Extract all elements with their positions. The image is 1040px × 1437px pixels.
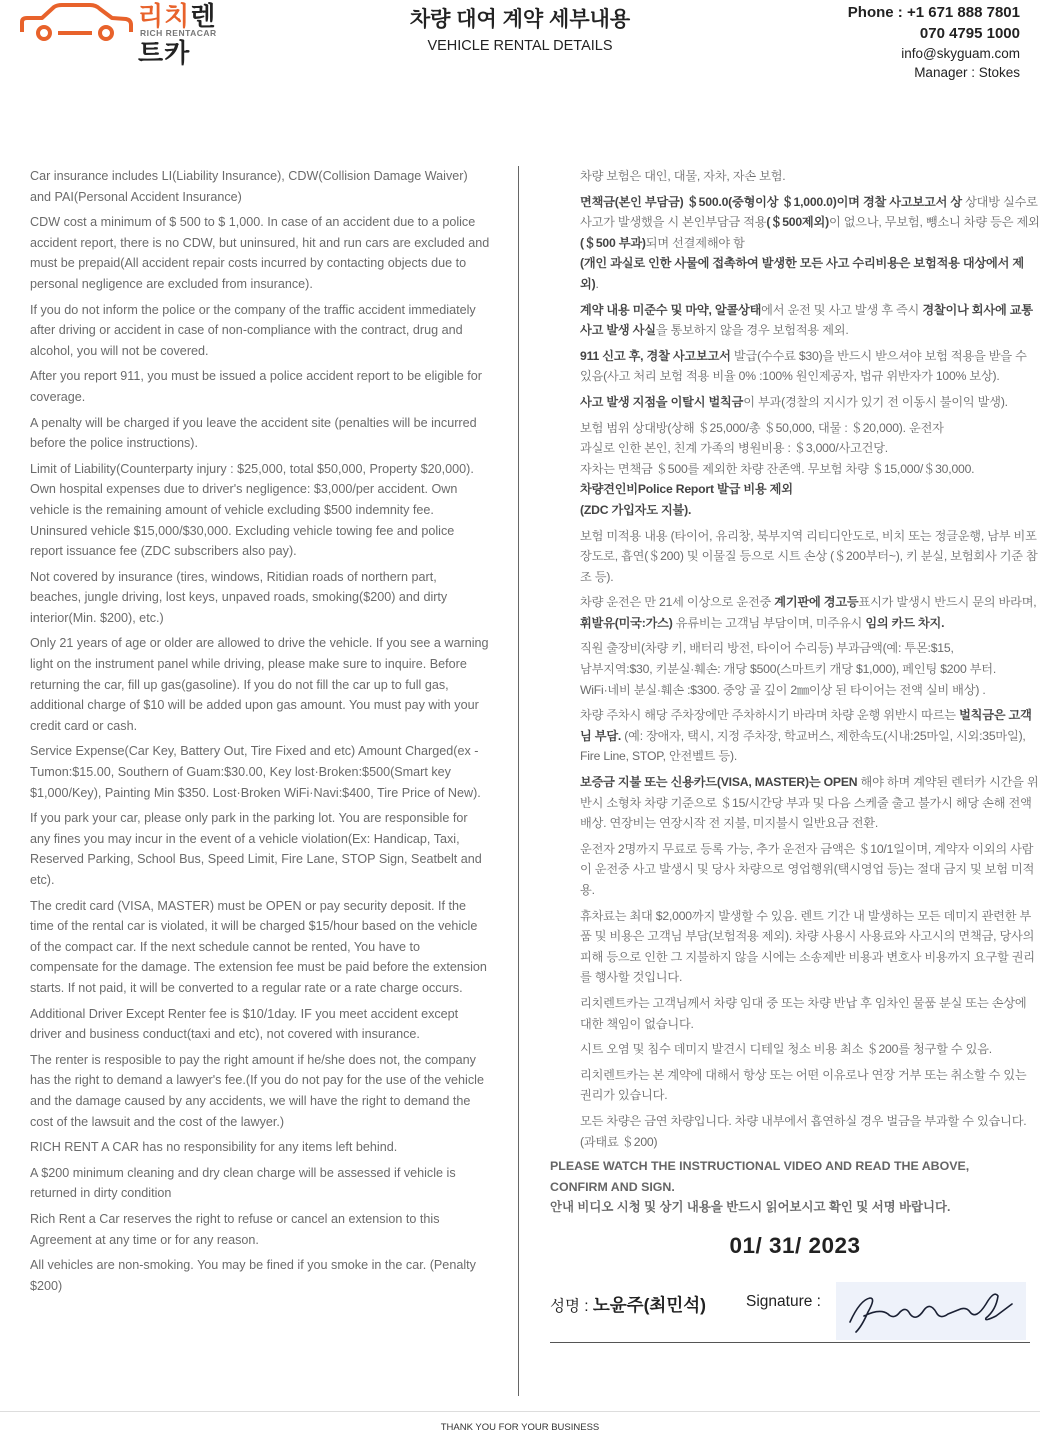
term-paragraph: If you do not inform the police or the company of the traffic accident immediately after driving or accident in case of non-compliance with the contract, drug and alcohol, you will not be covered. [30,302,476,358]
column-divider [518,166,519,1396]
term-paragraph: A $200 minimum cleaning and dry clean charge will be assessed if vehicle is returned in dirty condition [30,1165,456,1201]
sign-notice [550,1156,1020,1218]
term-paragraph: 직원 출장비(차량 키, 배터리 방전, 타이어 수리등) 부과금액(예: 투몬:$15, 남부지역:$30, 키분실·훼손: 개당 $500(스마트키 개당 $1,000), 페인팅 $200 부터. WiFi·네비 분실·훼손 :$300. 중앙 골 깊이 2㎜이상 된 타이어는 전액 실비 배상) . [580,641,997,697]
signature-line [550,1342,1030,1343]
term-paragraph: 보험 미적용 내용 (타이어, 유리창, 북부지역 리티디안도로, 비치 또는 정글운행, 남부 비포장도로, 흡연(＄200) 및 이물질 등으로 시트 손상 (＄200부터~), 키 분실, 보험회사 기준 참조 등). [580,528,1038,584]
term-paragraph: Rich Rent a Car reserves the right to refuse or cancel an extension to this Agreement at any time or for any reason. [30,1211,440,1247]
term-paragraph: Additional Driver Except Renter fee is $10/1day. IF you meet accident except driver and business conduct(taxi and etc), not covered with insurance. [30,1006,459,1042]
term-paragraph: 면책금(본인 부담금) ＄500.0(중형이상 ＄1,000.0)이며 경찰 사고보고서 상 상대방 실수로 사고가 발생했을 시 본인부담금 적용(＄500제외)이 없으나, 무보험, 뺑소니 차량 등은 제외(＄500 부과)되며 선결제해야 함 (개인 과실로 인한 사물에 접촉하여 발생한 모든 사고 수리비용은 보험적용 대상에서 제외). [580,194,1040,291]
term-paragraph: Limit of Liability(Counterparty injury : $25,000, total $50,000, Property $20,000). Own hospital expenses due to driver's negligence: $3,000/per accident. Own vehicle is the remaining amount of vehicle excluding $500 indemnity fee. Uninsured vehicle $15,000/$30,000. Excluding vehicle towing fee and police report issuance fee (ZDC subscribers also pay). [30,461,474,559]
term-paragraph: 운전자 2명까지 무료로 등록 가능, 추가 운전자 금액은 ＄10/1일이며, 계약자 이외의 사람이 운전중 사고 발생시 및 당사 차량으로 영업행위(택시영업 등)는 절대 금지 및 보험 미적용. [580,841,1035,897]
term-paragraph: 리치렌트카는 고객님께서 차량 임대 중 또는 차량 반납 후 임차인 물품 분실 또는 손상에 대한 책임이 없습니다. [580,995,1027,1031]
email-address: info@skyguam.com [901,46,1020,61]
term-paragraph: 911 신고 후, 경찰 사고보고서 발급(수수료 $30)을 반드시 받으셔야 보험 적용을 받을 수 있음(사고 처리 보험 적용 비율 0% :100% 원인제공자, 법규 위반자가 100% 보상). [580,348,1027,384]
notice-line: CONFIRM AND SIGN. [550,1179,675,1194]
term-paragraph: The renter is resposible to pay the right amount if he/she does not, the company has the right to demand a lawyer's fee.(If you do not pay for the use of the vehicle and the damage caused by any accidents, we will have the right to demand the cost of the lawsuit and the cost of the lawyer.) [30,1052,484,1129]
term-paragraph: 차량 운전은 만 21세 이상으로 운전중 계기판에 경고등표시가 발생시 반드시 문의 바라며, 휘발유(미국:가스) 유류비는 고객님 부담이며, 미주유시 임의 카드 차지. [580,595,1037,630]
logo-korean: 리치렌트카 [138,1,217,68]
logo-english: RICH RENTACAR [140,28,217,38]
phone-primary: Phone : +1 671 888 7801 [847,4,1020,21]
notice-line: 안내 비디오 시청 및 상기 내용을 반드시 읽어보시고 확인 및 서명 바랍니다. [550,1200,951,1215]
footer-text: THANK YOU FOR YOUR BUSINESS [440,1422,600,1433]
term-paragraph: If you park your car, please only park in the parking lot. You are responsible for any fines you may incur in the event of a vehicle violation(Ex: Handicap, Taxi, Reserved Parking, School Bus, Speed Limit, Fire Lane, STOP Sign, Seatbelt and etc). [30,811,482,887]
name-label: 성명 : [550,1298,593,1315]
term-paragraph: The credit card (VISA, MASTER) must be OPEN or pay security deposit. If the time of the rental car is violated, it will be charged $15/hour based on the vehicle of the compact car. If the next schedule cannot be rented, You have to compensate for the damage. The extension fee must be paid before the extension starts. If not paid, it will be converted to a regular rate or a rate charge occurs. [30,898,487,995]
term-paragraph: 보증금 지불 또는 신용카드(VISA, MASTER)는 OPEN 해야 하며 계약된 렌터카 시간을 위반시 소형차 차량 기준으로 ＄15/시간당 부과 및 다음 스케줄 출고 불가시 해당 손해 전액 배상. 연장비는 연장시작 전 지불, 미지불시 일반요금 전환. [580,775,1039,831]
term-paragraph: 차량 주차시 해당 주차장에만 주차하시기 바라며 차량 운행 위반시 따르는 벌칙금은 고객님 부담. (예: 장애자, 택시, 지정 주차장, 학교버스, 제한속도(시내:25마일, 시외:35마일), Fire Line, STOP, 안전벨트 등). [580,708,1032,764]
term-paragraph: 휴차료는 최대 $2,000까지 발생할 수 있음. 렌트 기간 내 발생하는 모든 데미지 관련한 부품 및 비용은 고객님 부담(보험적용 제외). 차량 사용시 사용료와 사고시의 면책금, 당사의 피해 등으로 인한 그 지불하지 않을 시에는 소송제반 비용과 변호사 비용까지 요구할 권리를 행사할 것입니다. [580,908,1035,985]
term-paragraph: Not covered by insurance (tires, windows, Ritidian roads of northern part, beaches, jungle driving, lost keys, unpaved roads, smoking($200) and dirty interior(Min. $200), etc.) [30,569,448,625]
term-paragraph: 사고 발생 지점을 이탈시 벌칙금이 부과(경찰의 지시가 있기 전 이동시 불이익 발생). [580,394,1008,409]
signature-row [550,1282,1030,1344]
term-paragraph: After you report 911, you must be issued a police accident report to be eligible for coverage. [30,369,482,404]
term-paragraph: 계약 내용 미준수 및 마약, 알콜상태에서 운전 및 사고 발생 후 즉시 경찰이나 회사에 교통 사고 발생 사실을 통보하지 않을 경우 보험적용 제외. [580,302,1033,338]
term-paragraph: A penalty will be charged if you leave the accident site (penalties will be incurred before the police instructions). [30,415,477,451]
term-paragraph: 리치렌트카는 본 계약에 대해서 항상 또는 어떤 이유로나 연장 거부 또는 취소할 수 있는 권리가 있습니다. [580,1067,1027,1103]
contract-date: 01/ 31/ 2023 [729,1233,861,1258]
document-title-korean: 차량 대여 계약 세부내용 [409,8,631,31]
term-paragraph: 차량 보험은 대인, 대물, 자차, 자손 보험. [580,169,786,183]
header [0,0,1040,110]
name-field [550,1292,706,1317]
term-paragraph: Service Expense(Car Key, Battery Out, Tire Fixed and etc) Amount Charged(ex - Tumon:$15.00, Southern of Guam:$30.00, Key lost·Broken:$500(Smart key $1,000/Key), Painting Min $350. Lost·Broken WiFi·Navi:$400, Tire Price of New). [30,744,481,800]
phone-secondary: 070 4795 1000 [919,25,1020,42]
footer-divider [0,1411,1040,1412]
term-paragraph: 보험 범위 상대방(상해 ＄25,000/총 ＄50,000, 대물 : ＄20,000). 운전자 과실로 인한 본인, 친계 가족의 병원비용 : ＄3,000/사고건당. 자차는 면책금 ＄500를 제외한 차량 잔존액. 무보험 차량 ＄15,000/＄30,000. 차량견인비Police Report 발급 비용 제외 (ZDC 가입자도 지불). [580,420,975,517]
term-paragraph: CDW cost a minimum of $ 500 to $ 1,000. In case of an accident due to a police accident report, there is no CDW, but uninsured, hit and run cars are excluded and must be prepaid(All accident repair costs incurred by contacting objects due to personal negligence are excluded from insurance). [30,215,490,291]
document-title-english: VEHICLE RENTAL DETAILS [427,38,613,54]
notice-line: PLEASE WATCH THE INSTRUCTIONAL VIDEO AND READ THE ABOVE, [550,1159,970,1173]
term-paragraph: Only 21 years of age or older are allowed to drive the vehicle. If you see a warning light on the instrument panel while driving, please make sure to inquire. Before returning the car, fill up gas(gasoline). If you do not fill the car up to full gas, additional charge of $10 will be added upon gas amount. You must pay with your credit card or cash. [30,636,489,733]
term-paragraph: 모든 차량은 금연 차량입니다. 차량 내부에서 흡연하실 경우 벌금을 부과할 수 있습니다. (과태료 ＄200) [580,1113,1027,1149]
term-paragraph: RICH RENT A CAR has no responsibility for any items left behind. [30,1140,398,1155]
english-terms-column [30,166,490,1301]
korean-terms-column [580,166,1040,1157]
term-paragraph: Car insurance includes LI(Liability Insurance), CDW(Collision Damage Waiver) and PAI(Personal Accident Insurance) [30,169,468,204]
contact-info [848,4,1020,80]
signature-box[interactable] [836,1282,1026,1340]
handwritten-signature [836,1282,1026,1340]
signature-label: Signature : [746,1293,821,1310]
manager-name: Manager : Stokes [914,65,1020,80]
name-value: 노윤주(최민석) [592,1295,706,1315]
term-paragraph: 시트 오염 및 침수 데미지 발견시 디테일 청소 비용 최소 ＄200를 청구할 수 있음. [580,1042,992,1057]
term-paragraph: All vehicles are non-smoking. You may be fined if you smoke in the car. (Penalty $200) [30,1258,476,1293]
